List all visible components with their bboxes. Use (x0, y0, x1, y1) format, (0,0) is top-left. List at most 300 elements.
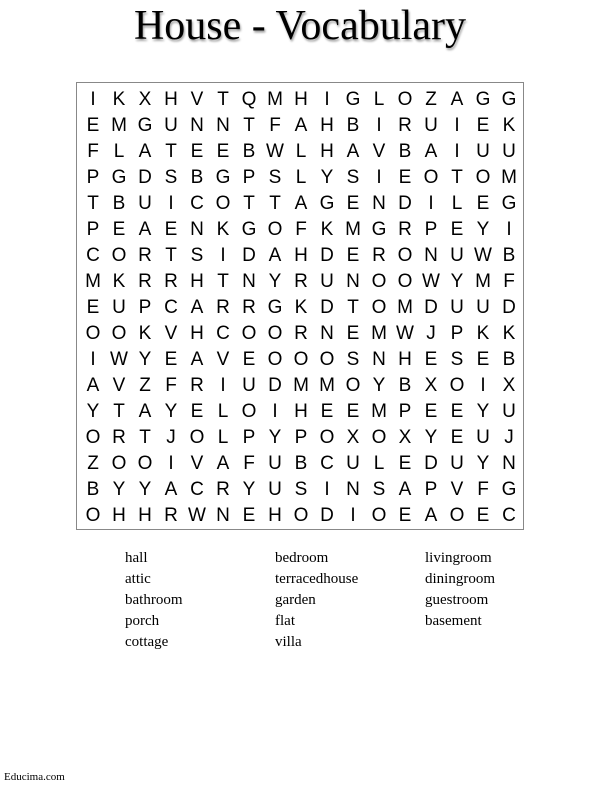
grid-letter[interactable]: H (320, 141, 334, 162)
grid-letter[interactable]: K (138, 323, 152, 344)
grid-letter[interactable]: E (346, 193, 360, 214)
grid-letter[interactable]: D (320, 245, 334, 266)
grid-letter[interactable]: T (243, 193, 255, 214)
grid-letter[interactable]: E (190, 401, 204, 422)
grid-letter[interactable]: U (450, 245, 464, 266)
grid-letter[interactable]: O (189, 427, 205, 448)
grid-letter[interactable]: O (345, 375, 361, 396)
word-list-item: diningroom (425, 571, 495, 587)
grid-letter[interactable]: E (164, 219, 178, 240)
grid-letter[interactable]: O (85, 505, 101, 526)
grid-letter[interactable]: E (346, 323, 360, 344)
grid-letter[interactable]: R (138, 271, 152, 292)
grid-letter[interactable]: Y (112, 479, 126, 500)
grid-letter[interactable]: O (267, 219, 283, 240)
grid-letter[interactable]: E (346, 245, 360, 266)
grid-letter[interactable]: N (216, 115, 230, 136)
grid-letter[interactable]: O (111, 323, 127, 344)
grid-letter[interactable]: U (502, 141, 516, 162)
grid-letter[interactable]: P (294, 427, 308, 448)
grid-letter[interactable]: G (267, 297, 283, 318)
grid-letter[interactable]: N (346, 271, 360, 292)
grid-letter[interactable]: D (398, 193, 412, 214)
grid-letter[interactable]: E (476, 505, 490, 526)
grid-letter[interactable]: E (86, 115, 100, 136)
grid-letter[interactable]: E (242, 349, 256, 370)
grid-letter[interactable]: H (112, 505, 126, 526)
grid-letter[interactable]: Y (268, 427, 282, 448)
grid-letter[interactable]: M (319, 375, 335, 396)
grid-letter[interactable]: V (112, 375, 126, 396)
grid-letter[interactable]: W (474, 245, 492, 266)
grid-letter[interactable]: U (502, 401, 516, 422)
grid-letter[interactable]: R (294, 271, 308, 292)
grid-letter[interactable]: E (450, 427, 464, 448)
word-list-item: porch (125, 613, 160, 629)
grid-letter[interactable]: H (164, 89, 178, 110)
grid-letter[interactable]: U (450, 297, 464, 318)
grid-letter[interactable]: G (501, 193, 517, 214)
grid-letter[interactable]: P (86, 219, 100, 240)
grid-letter[interactable]: I (428, 193, 434, 214)
grid-letter[interactable]: K (476, 323, 490, 344)
grid-letter[interactable]: S (268, 167, 282, 188)
grid-letter[interactable]: P (138, 297, 152, 318)
grid-letter[interactable]: U (476, 297, 490, 318)
grid-letter[interactable]: O (371, 297, 387, 318)
grid-letter[interactable]: T (165, 245, 177, 266)
grid-letter[interactable]: U (424, 115, 438, 136)
grid-letter[interactable]: G (501, 479, 517, 500)
grid-letter[interactable]: D (424, 297, 438, 318)
grid-letter[interactable]: E (320, 401, 334, 422)
grid-letter[interactable]: L (451, 193, 463, 214)
grid-letter[interactable]: G (371, 219, 387, 240)
grid-letter[interactable]: I (220, 245, 226, 266)
grid-letter[interactable]: Y (242, 479, 256, 500)
grid-letter[interactable]: G (241, 219, 257, 240)
grid-letter[interactable]: O (371, 427, 387, 448)
grid-letter[interactable]: I (480, 375, 486, 396)
grid-letter[interactable]: O (85, 323, 101, 344)
word-list-item: villa (275, 634, 302, 650)
grid-letter[interactable]: E (476, 349, 490, 370)
grid-letter[interactable]: R (138, 245, 152, 266)
grid-letter[interactable]: U (268, 479, 282, 500)
grid-letter[interactable]: K (502, 323, 516, 344)
grid-letter[interactable]: O (215, 193, 231, 214)
grid-letter[interactable]: D (320, 505, 334, 526)
grid-letter[interactable]: U (164, 115, 178, 136)
grid-letter[interactable]: O (475, 167, 491, 188)
grid-letter[interactable]: A (424, 505, 438, 526)
grid-letter[interactable]: N (346, 479, 360, 500)
grid-letter[interactable]: X (502, 375, 516, 396)
grid-letter[interactable]: O (397, 245, 413, 266)
grid-letter[interactable]: A (398, 479, 412, 500)
grid-letter[interactable]: E (216, 141, 230, 162)
grid-letter[interactable]: K (294, 297, 308, 318)
grid-letter[interactable]: P (398, 401, 412, 422)
grid-letter[interactable]: O (449, 505, 465, 526)
word-list-item: basement (425, 613, 482, 629)
grid-letter[interactable]: S (164, 167, 178, 188)
grid-letter[interactable]: N (372, 193, 386, 214)
grid-letter[interactable]: M (345, 219, 361, 240)
grid-letter[interactable]: I (90, 89, 96, 110)
grid-letter[interactable]: C (86, 245, 100, 266)
grid-letter[interactable]: Y (86, 401, 100, 422)
grid-letter[interactable]: F (243, 453, 255, 474)
grid-letter[interactable]: Z (87, 453, 99, 474)
grid-letter[interactable]: Y (268, 271, 282, 292)
grid-letter[interactable]: O (319, 349, 335, 370)
grid-letter[interactable]: M (85, 271, 101, 292)
grid-letter[interactable]: N (320, 323, 334, 344)
grid-letter[interactable]: G (215, 167, 231, 188)
grid-letter[interactable]: W (110, 349, 128, 370)
grid-letter[interactable]: X (138, 89, 152, 110)
grid-letter[interactable]: D (242, 245, 256, 266)
grid-letter[interactable]: E (476, 115, 490, 136)
grid-letter[interactable]: A (294, 193, 308, 214)
grid-letter[interactable]: M (397, 297, 413, 318)
grid-letter[interactable]: B (112, 193, 126, 214)
grid-letter[interactable]: G (319, 193, 335, 214)
grid-letter[interactable]: C (164, 297, 178, 318)
grid-letter[interactable]: X (398, 427, 412, 448)
grid-letter[interactable]: Y (138, 479, 152, 500)
grid-letter[interactable]: B (502, 245, 516, 266)
grid-letter[interactable]: Z (139, 375, 151, 396)
grid-letter[interactable]: H (138, 505, 152, 526)
grid-letter[interactable]: Y (476, 401, 490, 422)
grid-letter[interactable]: I (220, 375, 226, 396)
grid-letter[interactable]: O (397, 89, 413, 110)
grid-letter[interactable]: R (164, 271, 178, 292)
grid-letter[interactable]: H (398, 349, 412, 370)
grid-letter[interactable]: W (396, 323, 414, 344)
grid-letter[interactable]: Y (138, 349, 152, 370)
grid-letter[interactable]: E (424, 349, 438, 370)
grid-letter[interactable]: S (450, 349, 464, 370)
grid-letter[interactable]: O (449, 375, 465, 396)
grid-letter[interactable]: S (346, 167, 360, 188)
grid-letter[interactable]: G (111, 167, 127, 188)
grid-letter[interactable]: R (398, 219, 412, 240)
grid-letter[interactable]: I (272, 401, 278, 422)
grid-letter[interactable]: F (87, 141, 99, 162)
grid-letter[interactable]: U (242, 375, 256, 396)
grid-letter[interactable]: R (398, 115, 412, 136)
grid-letter[interactable]: N (502, 453, 516, 474)
word-list-item: bathroom (125, 592, 183, 608)
grid-letter[interactable]: U (268, 453, 282, 474)
grid-letter[interactable]: U (476, 427, 490, 448)
grid-letter[interactable]: B (398, 141, 412, 162)
grid-letter[interactable]: B (86, 479, 100, 500)
grid-letter[interactable]: Y (164, 401, 178, 422)
grid-letter[interactable]: K (320, 219, 334, 240)
grid-letter[interactable]: A (450, 89, 464, 110)
grid-letter[interactable]: A (268, 245, 282, 266)
grid-letter[interactable]: T (217, 89, 229, 110)
grid-letter[interactable]: O (319, 427, 335, 448)
grid-letter[interactable]: A (86, 375, 100, 396)
grid-letter[interactable]: B (398, 375, 412, 396)
grid-letter[interactable]: L (217, 401, 229, 422)
grid-letter[interactable]: E (190, 141, 204, 162)
grid-letter[interactable]: D (268, 375, 282, 396)
grid-letter[interactable]: D (320, 297, 334, 318)
grid-letter[interactable]: L (113, 141, 125, 162)
grid-letter[interactable]: T (165, 141, 177, 162)
grid-letter[interactable]: W (422, 271, 440, 292)
grid-letter[interactable]: A (190, 297, 204, 318)
grid-letter[interactable]: R (372, 245, 386, 266)
grid-letter[interactable]: Y (476, 219, 490, 240)
grid-letter[interactable]: V (450, 479, 464, 500)
grid-letter[interactable]: C (216, 323, 230, 344)
grid-letter[interactable]: T (243, 115, 255, 136)
grid-letter[interactable]: I (376, 115, 382, 136)
grid-letter[interactable]: A (138, 141, 152, 162)
grid-letter[interactable]: O (85, 427, 101, 448)
grid-letter[interactable]: F (477, 479, 489, 500)
grid-letter[interactable]: A (346, 141, 360, 162)
grid-letter[interactable]: O (241, 401, 257, 422)
grid-letter[interactable]: H (190, 323, 204, 344)
word-search-grid (76, 82, 524, 530)
grid-letter[interactable]: K (216, 219, 230, 240)
grid-letter[interactable]: I (506, 219, 512, 240)
word-list-item: hall (125, 550, 148, 566)
grid-letter[interactable]: S (294, 479, 308, 500)
grid-letter[interactable]: T (87, 193, 99, 214)
grid-letter[interactable]: O (111, 245, 127, 266)
grid-letter[interactable]: I (376, 167, 382, 188)
grid-letter[interactable]: F (165, 375, 177, 396)
grid-letter[interactable]: T (347, 297, 359, 318)
grid-letter[interactable]: L (373, 453, 385, 474)
grid-letter[interactable]: K (112, 271, 126, 292)
grid-letter[interactable]: O (423, 167, 439, 188)
grid-letter[interactable]: A (294, 115, 308, 136)
grid-letter[interactable]: A (138, 401, 152, 422)
grid-letter[interactable]: E (450, 219, 464, 240)
grid-letter[interactable]: V (190, 453, 204, 474)
grid-letter[interactable]: P (450, 323, 464, 344)
grid-letter[interactable]: R (216, 479, 230, 500)
grid-letter[interactable]: U (450, 453, 464, 474)
grid-letter[interactable]: H (294, 401, 308, 422)
grid-letter[interactable]: J (426, 323, 436, 344)
grid-letter[interactable]: G (345, 89, 361, 110)
grid-letter[interactable]: X (424, 375, 438, 396)
grid-letter[interactable]: V (190, 89, 204, 110)
word-list-item: terracedhouse (275, 571, 359, 587)
grid-letter[interactable]: M (501, 167, 517, 188)
grid-letter[interactable]: G (501, 89, 517, 110)
grid-letter[interactable]: Y (450, 271, 464, 292)
grid-letter[interactable]: N (372, 349, 386, 370)
grid-letter[interactable]: E (398, 505, 412, 526)
word-list-item: attic (125, 571, 151, 587)
grid-letter[interactable]: E (424, 401, 438, 422)
grid-letter[interactable]: L (295, 141, 307, 162)
grid-letter[interactable]: E (164, 349, 178, 370)
grid-letter[interactable]: T (139, 427, 151, 448)
grid-letter[interactable]: O (241, 323, 257, 344)
grid-letter[interactable]: H (190, 271, 204, 292)
grid-letter[interactable]: H (294, 245, 308, 266)
grid-letter[interactable]: J (166, 427, 176, 448)
grid-letter[interactable]: B (346, 115, 360, 136)
grid-letter[interactable]: E (112, 219, 126, 240)
grid-letter[interactable]: D (502, 297, 516, 318)
grid-letter[interactable]: O (293, 349, 309, 370)
grid-letter[interactable]: O (371, 271, 387, 292)
grid-letter[interactable]: U (320, 271, 334, 292)
grid-letter[interactable]: I (168, 193, 174, 214)
grid-letter[interactable]: N (190, 115, 204, 136)
grid-letter[interactable]: N (190, 219, 204, 240)
grid-letter[interactable]: B (190, 167, 204, 188)
grid-letter[interactable]: E (398, 453, 412, 474)
grid-letter[interactable]: O (111, 453, 127, 474)
grid-letter[interactable]: E (86, 297, 100, 318)
grid-letter[interactable]: L (217, 427, 229, 448)
grid-letter[interactable]: A (424, 141, 438, 162)
grid-letter[interactable]: E (476, 193, 490, 214)
grid-letter[interactable]: P (424, 479, 438, 500)
grid-letter[interactable]: Y (372, 375, 386, 396)
grid-letter[interactable]: S (190, 245, 204, 266)
grid-letter[interactable]: B (502, 349, 516, 370)
grid-letter[interactable]: R (216, 297, 230, 318)
grid-letter[interactable]: C (320, 453, 334, 474)
grid-letter[interactable]: T (217, 271, 229, 292)
grid-letter[interactable]: M (371, 323, 387, 344)
grid-letter[interactable]: P (242, 427, 256, 448)
grid-letter[interactable]: U (476, 141, 490, 162)
grid-letter[interactable]: F (269, 115, 281, 136)
grid-letter[interactable]: G (475, 89, 491, 110)
grid-letter[interactable]: N (242, 271, 256, 292)
grid-letter[interactable]: Y (424, 427, 438, 448)
grid-letter[interactable]: V (164, 323, 178, 344)
grid-letter[interactable]: S (346, 349, 360, 370)
grid-letter[interactable]: I (454, 115, 460, 136)
grid-letter[interactable]: M (371, 401, 387, 422)
grid-letter[interactable]: M (111, 115, 127, 136)
grid-letter[interactable]: Z (425, 89, 437, 110)
grid-letter[interactable]: M (267, 89, 283, 110)
grid-letter[interactable]: Y (476, 453, 490, 474)
grid-letter[interactable]: B (242, 141, 256, 162)
grid-letter[interactable]: V (216, 349, 230, 370)
grid-letter[interactable]: U (112, 297, 126, 318)
grid-letter[interactable]: F (503, 271, 515, 292)
grid-letter[interactable]: B (294, 453, 308, 474)
grid-letter[interactable]: T (451, 167, 463, 188)
grid-letter[interactable]: N (424, 245, 438, 266)
grid-letter[interactable]: A (216, 453, 230, 474)
grid-letter[interactable]: O (397, 271, 413, 292)
grid-letter[interactable]: C (190, 193, 204, 214)
grid-letter[interactable]: E (450, 401, 464, 422)
grid-letter[interactable]: W (188, 505, 206, 526)
grid-letter[interactable]: P (242, 167, 256, 188)
grid-letter[interactable]: H (268, 505, 282, 526)
grid-letter[interactable]: S (372, 479, 386, 500)
grid-letter[interactable]: H (294, 89, 308, 110)
grid-letter[interactable]: O (267, 349, 283, 370)
grid-letter[interactable]: T (113, 401, 125, 422)
grid-letter[interactable]: A (164, 479, 178, 500)
word-list-item: livingroom (425, 550, 492, 566)
grid-letter[interactable]: E (398, 167, 412, 188)
grid-letter[interactable]: E (346, 401, 360, 422)
grid-letter[interactable]: M (293, 375, 309, 396)
grid-letter[interactable]: R (190, 375, 204, 396)
grid-letter[interactable]: O (371, 505, 387, 526)
grid-letter[interactable]: L (373, 89, 385, 110)
grid-letter[interactable]: L (295, 167, 307, 188)
grid-letter[interactable]: Q (241, 89, 257, 110)
grid-letter[interactable]: G (137, 115, 153, 136)
grid-letter[interactable]: E (242, 505, 256, 526)
grid-letter[interactable]: D (138, 167, 152, 188)
grid-letter[interactable]: V (372, 141, 386, 162)
grid-letter[interactable]: U (138, 193, 152, 214)
grid-letter[interactable]: C (190, 479, 204, 500)
grid-letter[interactable]: O (293, 505, 309, 526)
grid-letter[interactable]: F (295, 219, 307, 240)
grid-letter[interactable]: C (502, 505, 516, 526)
grid-letter[interactable]: N (216, 505, 230, 526)
grid-letter[interactable]: H (320, 115, 334, 136)
grid-letter[interactable]: I (90, 349, 96, 370)
grid-letter[interactable]: P (86, 167, 100, 188)
word-list-item: flat (275, 613, 295, 629)
grid-letter[interactable]: R (242, 297, 256, 318)
grid-letter[interactable]: X (346, 427, 360, 448)
grid-letter[interactable]: I (324, 89, 330, 110)
grid-letter[interactable]: O (137, 453, 153, 474)
grid-letter[interactable]: T (269, 193, 281, 214)
grid-letter[interactable]: R (294, 323, 308, 344)
grid-letter[interactable]: A (138, 219, 152, 240)
grid-letter[interactable]: U (346, 453, 360, 474)
grid-letter[interactable]: J (504, 427, 514, 448)
grid-letter[interactable]: D (424, 453, 438, 474)
grid-letter[interactable]: P (424, 219, 438, 240)
grid-letter[interactable]: A (190, 349, 204, 370)
grid-letter[interactable]: K (502, 115, 516, 136)
grid-letter[interactable]: M (475, 271, 491, 292)
grid-letter[interactable]: I (324, 479, 330, 500)
grid-letter[interactable]: K (112, 89, 126, 110)
grid-letter[interactable]: I (454, 141, 460, 162)
grid-letter[interactable]: I (350, 505, 356, 526)
grid-letter[interactable]: R (164, 505, 178, 526)
grid-letter[interactable]: W (266, 141, 284, 162)
grid-letter[interactable]: R (112, 427, 126, 448)
grid-letter[interactable]: I (168, 453, 174, 474)
grid-letter[interactable]: Y (320, 167, 334, 188)
grid-letter[interactable]: O (267, 323, 283, 344)
